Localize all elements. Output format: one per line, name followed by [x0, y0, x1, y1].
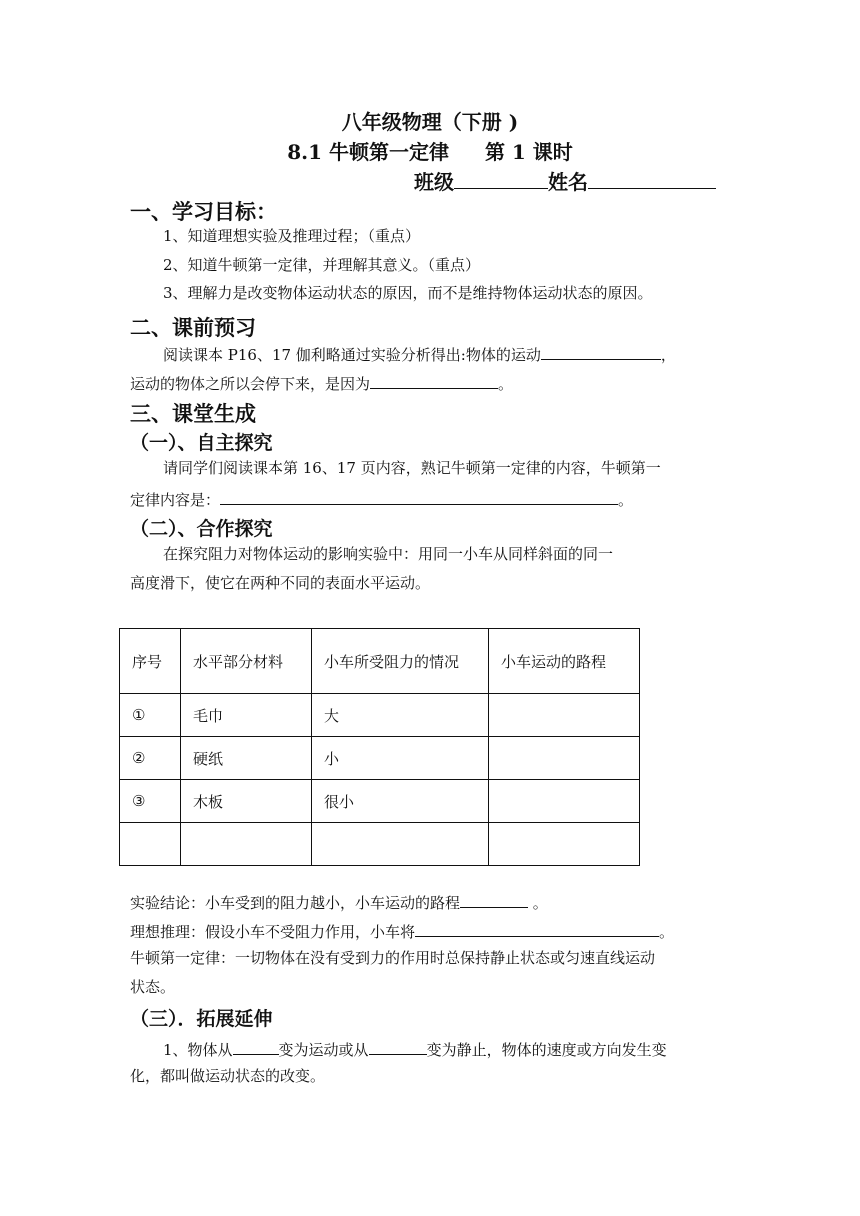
- table-row: [120, 737, 640, 780]
- conclusion-line: [130, 893, 548, 911]
- sub3-heading: （三）．拓展延伸: [130, 1008, 273, 1030]
- sub3-text-1: 1、物体从: [163, 1041, 233, 1059]
- table-row: [120, 780, 640, 823]
- table-cell[interactable]: [181, 823, 312, 866]
- goal-item-3: 3、理解力是改变物体运动状态的原因，而不是维持物体运动状态的原因。: [163, 284, 653, 302]
- goal-item-2: 2、知道牛顿第一定律，并理解其意义。（重点）: [163, 256, 481, 274]
- table-header-row: [120, 629, 640, 694]
- doc-title: 八年级物理（下册 ): [341, 110, 519, 134]
- distance-cell[interactable]: [489, 694, 640, 737]
- sub2-line-2: 高度滑下，使它在两种不同的表面水平运动。: [130, 574, 431, 592]
- goal-item-1: 1、知道理想实验及推理过程；（重点）: [163, 227, 421, 245]
- table-cell: 小: [312, 737, 489, 780]
- class-name-line: [414, 166, 716, 195]
- table-row: [120, 823, 640, 866]
- sub1-period: 。: [618, 491, 634, 509]
- class-blank[interactable]: [454, 168, 548, 189]
- name-blank[interactable]: [588, 168, 716, 189]
- table-cell: 木板: [181, 780, 312, 823]
- preview-line-2: [130, 374, 513, 392]
- preview-blank-2[interactable]: [370, 374, 498, 389]
- sub1-text: 定律内容是：: [130, 491, 221, 509]
- header-cell: 水平部分材料: [181, 629, 312, 694]
- sub3-text-2: 变为运动或从: [278, 1041, 369, 1059]
- conclusion-period: 。: [528, 894, 548, 912]
- header-cell: 小车所受阻力的情况: [312, 629, 489, 694]
- law-line-2: 状态。: [130, 978, 176, 996]
- table-cell: 毛巾: [181, 694, 312, 737]
- lesson-name: 8.1 牛顿第一定律: [287, 140, 449, 164]
- header-cell: 序号: [120, 629, 181, 694]
- preview-blank-1[interactable]: [541, 345, 661, 360]
- law-line-1: 牛顿第一定律：一切物体在没有受到力的作用时总保持静止状态或匀速直线运动: [130, 949, 656, 967]
- inference-blank[interactable]: [415, 922, 659, 937]
- preview-comma: ，: [660, 346, 676, 364]
- table-cell[interactable]: [120, 823, 181, 866]
- lesson-period: 第 1 课时: [484, 140, 573, 164]
- table-row: [120, 694, 640, 737]
- sub1-heading: （一）、自主探究: [130, 432, 273, 454]
- sub2-line-1: 在探究阻力对物体运动的影响实验中：用同一小车从同样斜面的同一: [163, 545, 614, 563]
- distance-cell[interactable]: [489, 780, 640, 823]
- table-cell[interactable]: [312, 823, 489, 866]
- inference-period: 。: [659, 923, 675, 941]
- table-cell: ①: [120, 694, 181, 737]
- preview-text-1: 阅读课本 P16、17 伽利略通过实验分析得出:物体的运动: [163, 346, 541, 364]
- preview-line-1: [163, 345, 676, 363]
- sub3-line-1: [163, 1040, 667, 1058]
- sub3-line-2: 化，都叫做运动状态的改变。: [130, 1067, 326, 1085]
- sub2-heading: （二）、合作探究: [130, 518, 273, 540]
- lesson-title: [0, 136, 860, 165]
- distance-cell[interactable]: [489, 823, 640, 866]
- sub3-text-3: 变为静止，物体的速度或方向发生变: [426, 1041, 667, 1059]
- sub1-line-2: [130, 490, 633, 508]
- inference-text: 理想推理：假设小车不受阻力作用，小车将: [130, 923, 416, 941]
- table-cell: ②: [120, 737, 181, 780]
- state-blank-1[interactable]: [233, 1040, 279, 1055]
- table-cell: 硬纸: [181, 737, 312, 780]
- sub1-line-1: 请同学们阅读课本第 16、17 页内容，熟记牛顿第一定律的内容，牛顿第一: [163, 459, 661, 477]
- section3-heading: 三、课堂生成: [130, 401, 256, 426]
- inference-line: [130, 922, 674, 940]
- state-blank-2[interactable]: [369, 1040, 427, 1055]
- header-cell: 小车运动的路程: [489, 629, 640, 694]
- table-cell: 大: [312, 694, 489, 737]
- section2-heading: 二、课前预习: [130, 315, 256, 340]
- name-label: 姓名: [548, 170, 588, 194]
- table-cell: ③: [120, 780, 181, 823]
- section1-heading: 一、学习目标：: [130, 199, 277, 224]
- distance-cell[interactable]: [489, 737, 640, 780]
- conclusion-text: 实验结论：小车受到的阻力越小，小车运动的路程: [130, 894, 461, 912]
- table-cell: 很小: [312, 780, 489, 823]
- newton-law-blank[interactable]: [220, 490, 618, 505]
- preview-period: 。: [498, 375, 514, 393]
- class-label: 班级: [414, 170, 454, 194]
- experiment-table: [119, 628, 640, 866]
- preview-text-2: 运动的物体之所以会停下来，是因为: [130, 375, 371, 393]
- conclusion-blank[interactable]: [460, 893, 528, 908]
